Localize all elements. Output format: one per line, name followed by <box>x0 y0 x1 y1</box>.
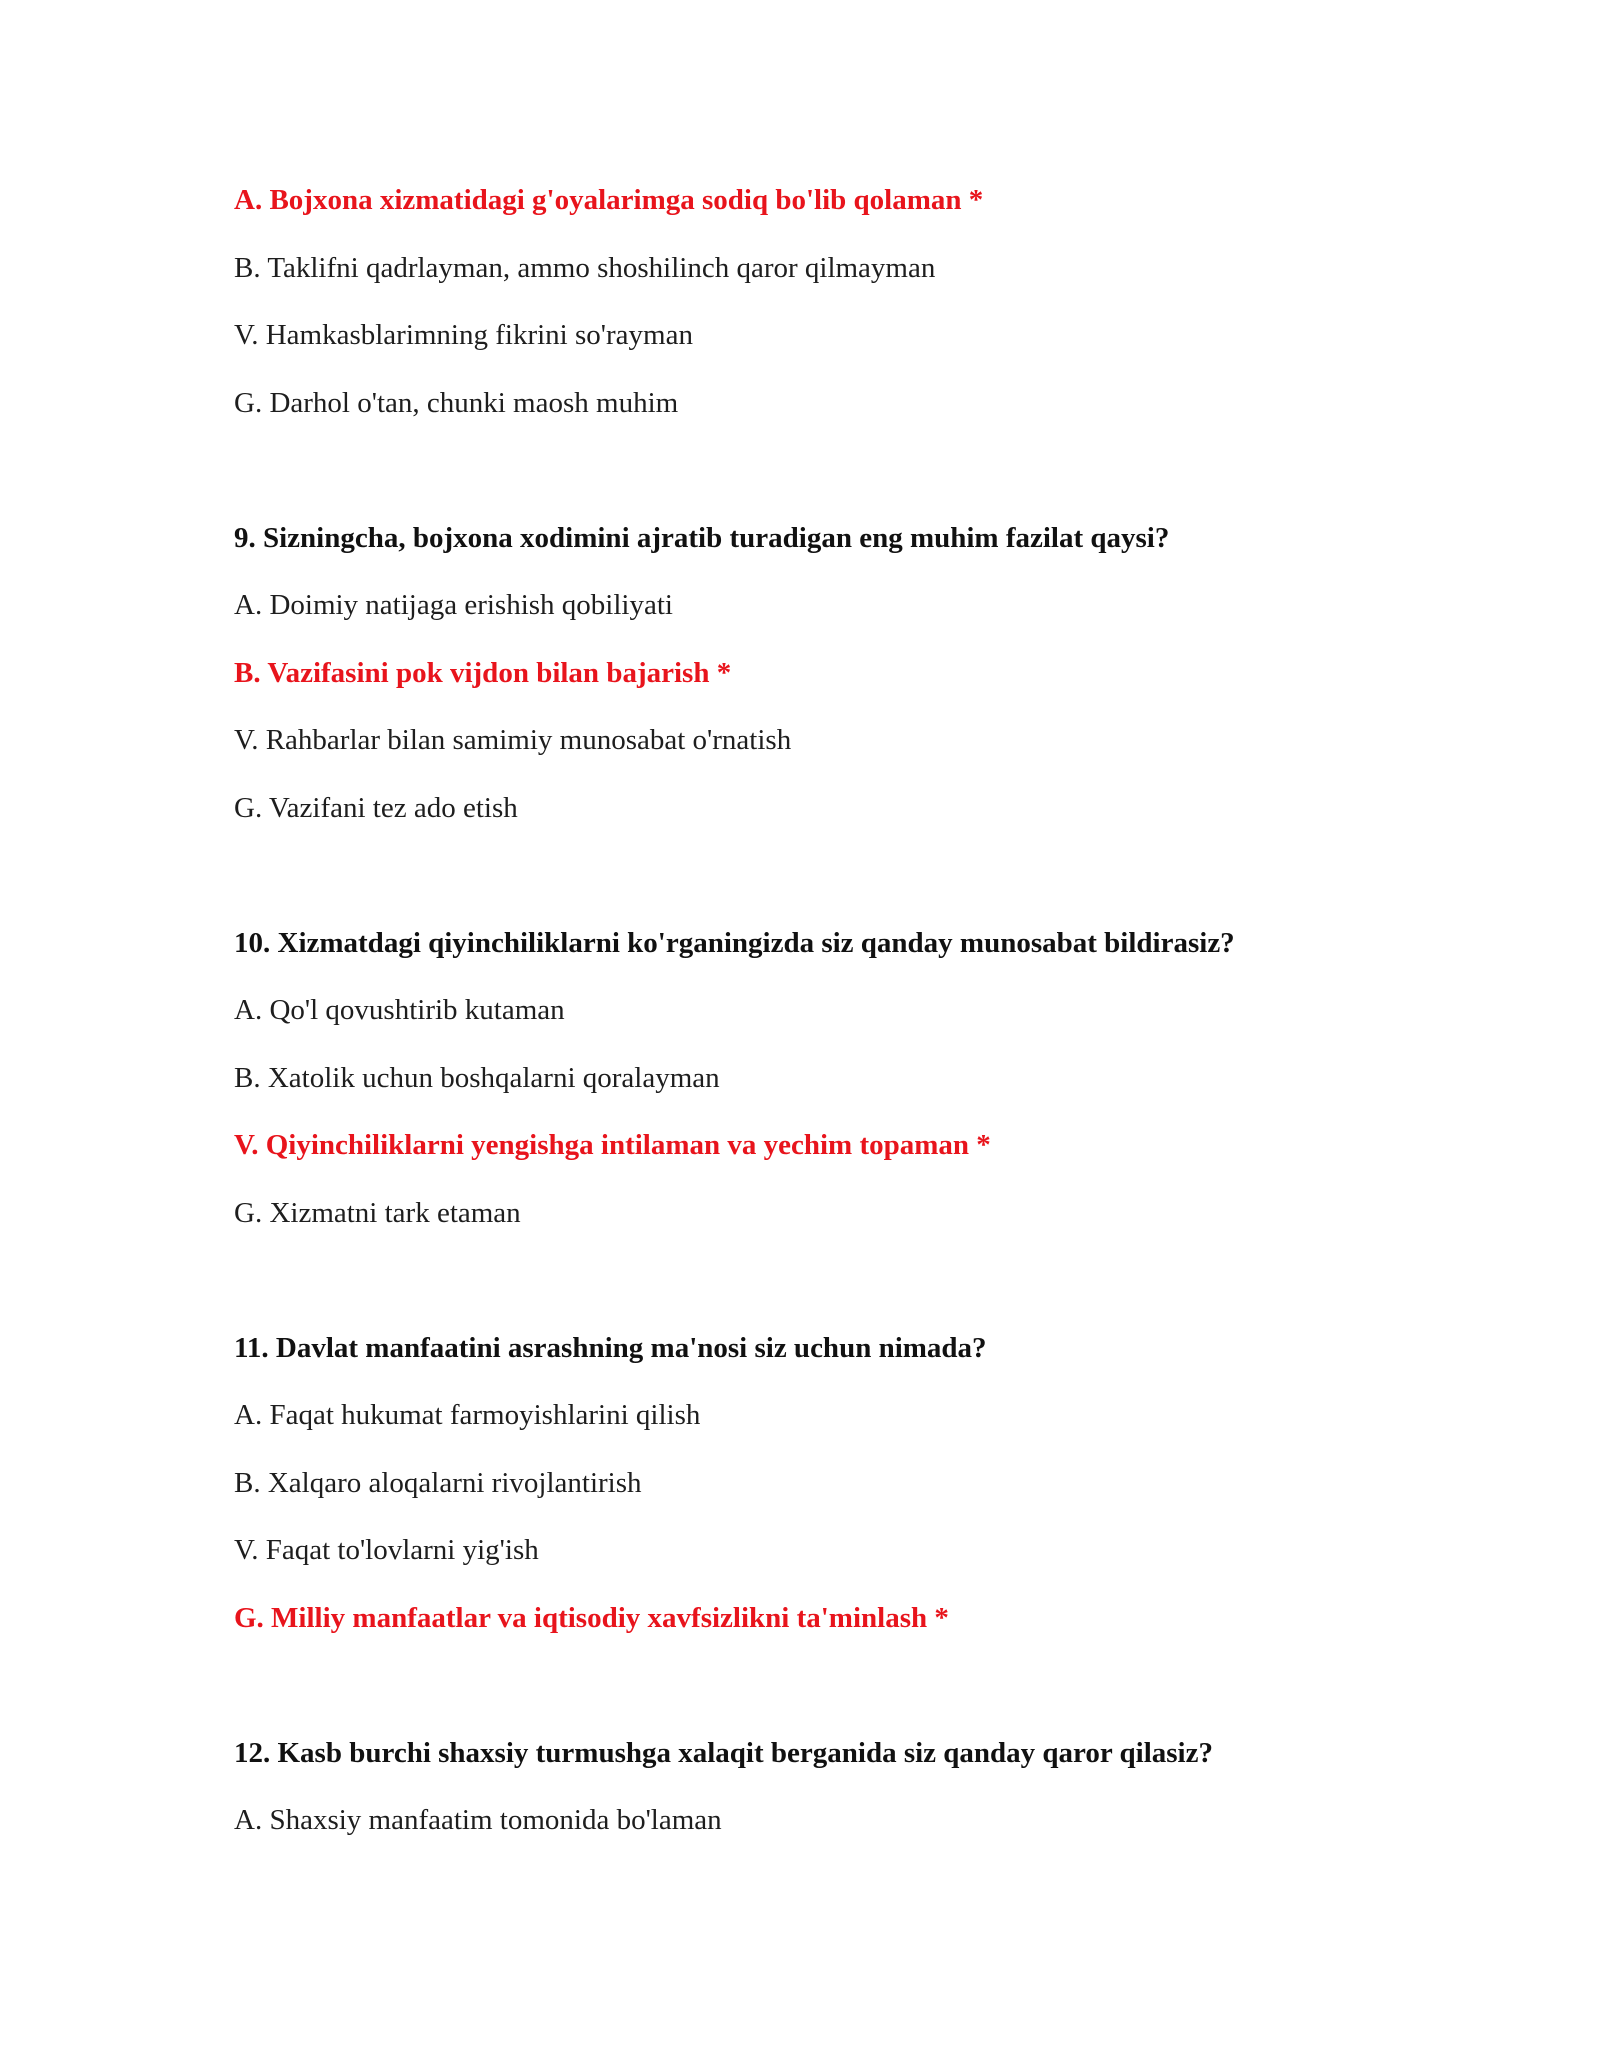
option: V. Rahbarlar bilan samimiy munosabat o'rnatish <box>234 724 792 756</box>
question-title: 11. Davlat manfaatini asrashning ma'nosi siz uchun nimada? <box>234 1331 987 1364</box>
question-block-9 <box>234 521 1414 825</box>
question-block-10 <box>234 926 1414 1230</box>
option: G. Darhol o'tan, chunki maosh muhim <box>234 386 679 419</box>
question-title: 10. Xizmatdagi qiyinchiliklarni ko'rganingizda siz qanday munosabat bildirasiz? <box>234 926 1235 959</box>
option: G. Vazifani tez ado etish <box>234 791 518 824</box>
option: A. Faqat hukumat farmoyishlarini qilish <box>234 1399 701 1431</box>
quiz-content <box>234 183 1414 1837</box>
option-correct: B. Vazifasini pok vijdon bilan bajarish * <box>234 656 732 689</box>
question-title: 9. Sizningcha, bojxona xodimini ajratib turadigan eng muhim fazilat qaysi? <box>234 521 1170 554</box>
option-correct: G. Milliy manfaatlar va iqtisodiy xavfsizlikni ta'minlash * <box>234 1601 949 1634</box>
option: B. Taklifni qadrlayman, ammo shoshilinch qaror qilmayman <box>234 251 936 284</box>
option: B. Xatolik uchun boshqalarni qoralayman <box>234 1061 720 1094</box>
option: V. Hamkasblarimning fikrini so'rayman <box>234 319 693 351</box>
intro-options <box>234 183 1414 420</box>
question-block-11 <box>234 1331 1414 1635</box>
option: A. Qo'l qovushtirib kutaman <box>234 994 565 1026</box>
option-correct: A. Bojxona xizmatidagi g'oyalarimga sodiq bo'lib qolaman * <box>234 184 984 216</box>
option: G. Xizmatni tark etaman <box>234 1196 521 1229</box>
option: V. Faqat to'lovlarni yig'ish <box>234 1534 539 1566</box>
option: A. Doimiy natijaga erishish qobiliyati <box>234 589 673 621</box>
option: A. Shaxsiy manfaatim tomonida bo'laman <box>234 1804 722 1836</box>
question-title: 12. Kasb burchi shaxsiy turmushga xalaqit berganida siz qanday qaror qilasiz? <box>234 1736 1213 1769</box>
question-block-12 <box>234 1736 1414 1838</box>
option-correct: V. Qiyinchiliklarni yengishga intilaman va yechim topaman * <box>234 1129 991 1161</box>
option: B. Xalqaro aloqalarni rivojlantirish <box>234 1466 642 1499</box>
